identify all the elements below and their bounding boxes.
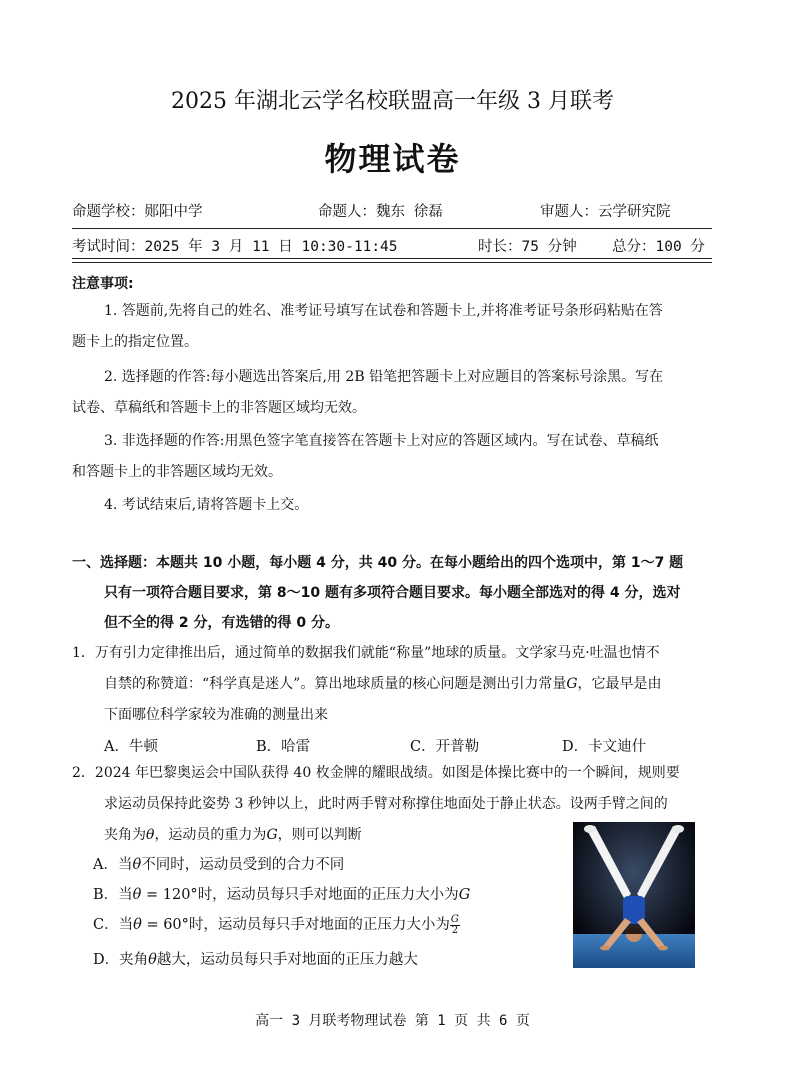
- question-2-option-a: A．当θ不同时，运动员受到的合力不同: [93, 857, 345, 873]
- subject-title: 物理试卷: [324, 140, 461, 178]
- question-2-line: 夹角为θ，运动员的重力为G，则可以判断: [104, 827, 362, 843]
- question-1-line: 自禁的称赞道：“科学真是迷人”。算出地球质量的核心问题是测出引力常量G，它最早是由: [104, 676, 662, 692]
- question-2-option-c: C．当θ = 60°时，运动员每只手对地面的正压力大小为 $\frac{G}{2}$: [93, 913, 459, 936]
- question-2-option-d: D．夹角θ越大，运动员每只手对地面的正压力越大: [93, 952, 418, 968]
- notice-heading: 注意事项:: [72, 276, 134, 292]
- notice-line: 1. 答题前,先将自己的姓名、准考证号填写在试卷和答题卡上,并将准考证号条形码粘贴在答: [104, 303, 663, 319]
- fraction: $\frac{G}{2}$: [450, 913, 459, 936]
- notice-line: 试卷、草稿纸和答题卡上的非答题区域均无效。: [72, 400, 366, 416]
- question-1-option-b: B．哈雷: [256, 739, 311, 755]
- meta-reviewer: 审题人：云学研究院: [540, 204, 671, 220]
- question-1-line: 下面哪位科学家较为准确的测量出来: [104, 707, 328, 723]
- page-footer: 高一 3 月联考物理试卷 第 1 页 共 6 页: [255, 1013, 530, 1029]
- divider: [72, 228, 712, 229]
- question-1-option-c: C．开普勒: [410, 739, 480, 755]
- notice-line: 4. 考试结束后,请将答题卡上交。: [104, 497, 309, 513]
- exam-title: 2025 年湖北云学名校联盟高一年级 3 月联考: [171, 89, 614, 114]
- meta-school: 命题学校：郧阳中学: [72, 204, 203, 220]
- double-rule-bottom: [72, 262, 712, 263]
- meta-score: 总分：100 分: [612, 239, 705, 255]
- notice-line: 和答题卡上的非答题区域均无效。: [72, 464, 282, 480]
- notice-line: 2. 选择题的作答:每小题选出答案后,用 2B 铅笔把答题卡上对应题目的答案标号涂黑。写在: [104, 369, 664, 385]
- gymnast-illustration: [573, 822, 695, 968]
- question-1-line: 1．万有引力定律推出后，通过简单的数据我们就能“称量”地球的质量。文学家马克·吐温也情不: [72, 645, 660, 661]
- question-2-option-b: B．当θ = 120°时，运动员每只手对地面的正压力大小为G: [93, 887, 471, 903]
- section-heading: 一、选择题：本题共 10 小题，每小题 4 分，共 40 分。在每小题给出的四个选项中，第 1～7 题: [72, 555, 684, 571]
- question-2-line: 求运动员保持此姿势 3 秒钟以上，此时两手臂对称撑住地面处于静止状态。设两手臂之间的: [104, 796, 668, 812]
- section-heading: 但不全的得 2 分，有选错的得 0 分。: [104, 615, 339, 631]
- question-2-line: 2．2024 年巴黎奥运会中国队获得 40 枚金牌的耀眼战绩。如图是体操比赛中的一个瞬间，规则要: [72, 765, 680, 781]
- meta-duration: 时长：75 分钟: [478, 239, 577, 255]
- section-heading: 只有一项符合题目要求，第 8～10 题有多项符合题目要求。每小题全部选对的得 4 分，选对: [104, 585, 681, 601]
- double-rule-top: [72, 258, 712, 259]
- question-1-option-a: A．牛顿: [104, 739, 158, 755]
- meta-time: 考试时间：2025 年 3 月 11 日 10:30-11:45: [72, 239, 398, 255]
- meta-authors: 命题人：魏东 徐磊: [318, 204, 443, 220]
- notice-line: 题卡上的指定位置。: [72, 334, 198, 350]
- question-1-option-d: D．卡文迪什: [562, 739, 647, 755]
- notice-line: 3. 非选择题的作答:用黑色签字笔直接答在答题卡上对应的答题区域内。写在试卷、草稿纸: [104, 433, 659, 449]
- gymnast-photo: [573, 822, 695, 968]
